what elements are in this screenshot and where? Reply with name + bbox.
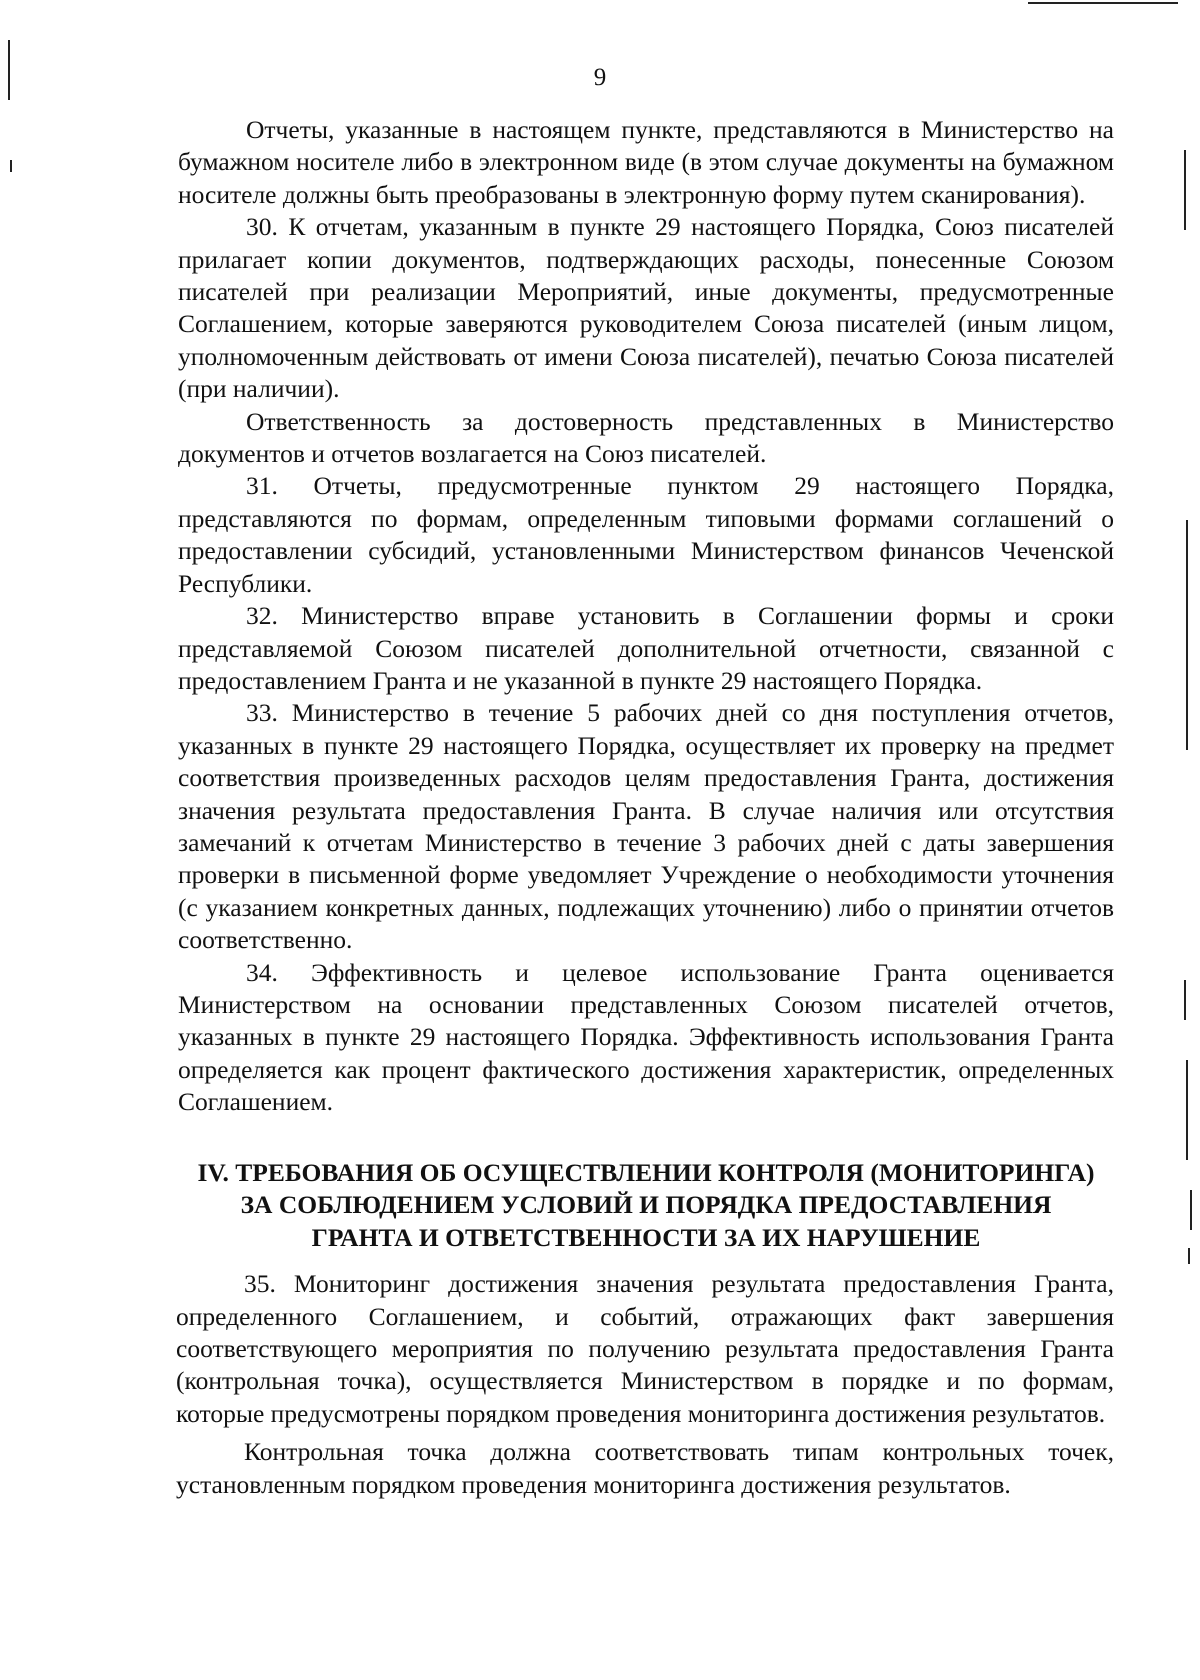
scan-mark-right-1	[1184, 150, 1186, 230]
scan-mark-right-4	[1186, 1060, 1188, 1160]
scan-mark-right-6	[1188, 1248, 1190, 1264]
paragraph-31: 31. Отчеты, предусмотренные пунктом 29 настоящего Порядка, представляются по формам, определенным типовыми формами соглашений о предоставлении субсидий, установленными Министерством финансов Чеченской Республики.	[178, 471, 1114, 598]
paragraph-34: 34. Эффективность и целевое использование Гранта оценивается Министерством на основании представленных Союзом писателей отчетов, указанных в пункте 29 настоящего Порядка. Эффективность использования Гранта определяется как процент фактического достижения характеристик, определенных Соглашением.	[178, 957, 1114, 1117]
section-iv	[178, 1157, 1114, 1501]
paragraph-35: 35. Мониторинг достижения значения результата предоставления Гранта, определенного Соглашением, и событий, отражающих факт завершения соответствующего мероприятия по получению результата предоставления Гранта (контрольная точка), осуществляется Министерством в порядке и по формам, которые предусмотрены порядком проведения мониторинга достижения результатов.	[176, 1269, 1114, 1428]
page-number: 9	[593, 64, 607, 91]
paragraph-responsibility: Ответственность за достоверность представленных в Министерство документов и отчетов возлагается на Союз писателей.	[178, 406, 1114, 469]
section-title-line-3: ГРАНТА И ОТВЕТСТВЕННОСТИ ЗА ИХ НАРУШЕНИЕ	[311, 1222, 981, 1252]
paragraph-33: 33. Министерство в течение 5 рабочих дней со дня поступления отчетов, указанных в пункте 29 настоящего Порядка, осуществляет их проверку на предмет соответствия произведенных расходов целям предоставления Гранта, достижения значения результата предоставления Гранта. В случае наличия или отсутствия замечаний к отчетам Министерство в течение 3 рабочих дней с даты завершения проверки в письменной форме уведомляет Учреждение о необходимости уточнения (с указанием конкретных данных, подлежащих уточнению) либо о принятии отчетов соответственно.	[178, 698, 1114, 955]
paragraph-32: 32. Министерство вправе установить в Соглашении формы и сроки представляемой Союзом писателей дополнительной отчетности, связанной с предоставлением Гранта и не указанной в пункте 29 настоящего Порядка.	[178, 601, 1114, 695]
section-title	[138, 1157, 1154, 1255]
scan-mark-right-2	[1186, 520, 1188, 750]
scan-mark-right-5	[1190, 1190, 1192, 1230]
scan-mark-left-short	[10, 160, 12, 172]
paragraph-control-point: Контрольная точка должна соответствовать типам контрольных точек, установленным порядком проведения мониторинга достижения результатов.	[176, 1437, 1114, 1499]
paragraph-30: 30. К отчетам, указанным в пункте 29 настоящего Порядка, Союз писателей прилагает копии документов, подтверждающих расходы, понесенные Союзом писателей при реализации Мероприятий, иные документы, предусмотренные Соглашением, которые заверяются руководителем Союза писателей (иным лицом, уполномоченным действовать от имени Союза писателей), печатью Союза писателей (при наличии).	[178, 212, 1114, 404]
section-title-line-2: ЗА СОБЛЮДЕНИЕМ УСЛОВИЙ И ПОРЯДКА ПРЕДОСТАВЛЕНИЯ	[240, 1190, 1052, 1220]
scan-mark-right-3	[1184, 980, 1186, 1020]
document-body	[178, 114, 1114, 1501]
section-title-line-1: IV. ТРЕБОВАНИЯ ОБ ОСУЩЕСТВЛЕНИИ КОНТРОЛЯ (МОНИТОРИНГА)	[197, 1157, 1095, 1187]
paragraph-reports-format: Отчеты, указанные в настоящем пункте, представляются в Министерство на бумажном носителе либо в электронном виде (в этом случае документы на бумажном носителе должны быть преобразованы в электронную форму путем сканирования).	[178, 115, 1114, 209]
scan-mark-top-right	[1028, 2, 1178, 4]
